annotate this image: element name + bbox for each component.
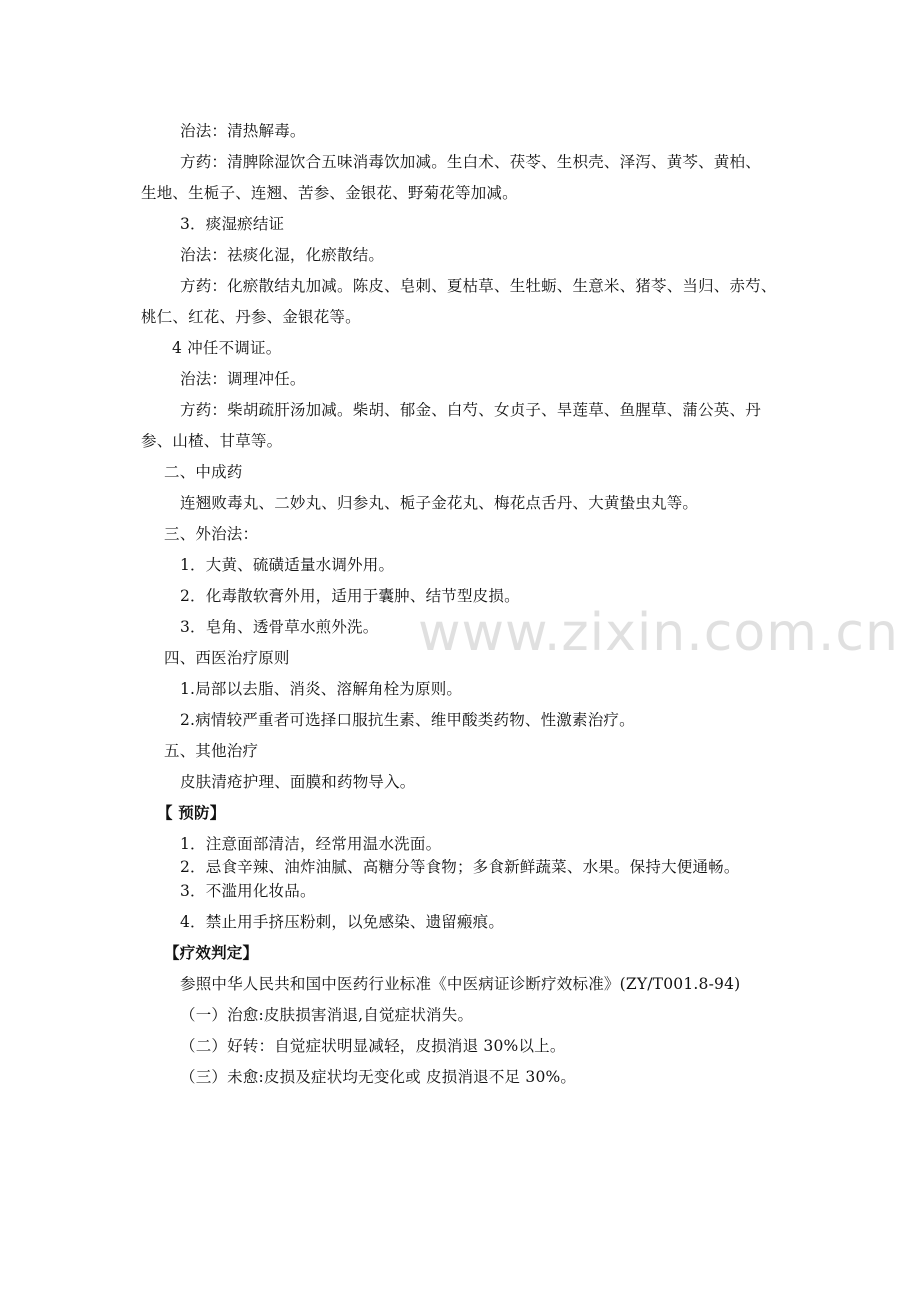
section-heading: 五、其他治疗: [164, 742, 259, 760]
paragraph-line: 连翘败毒丸、二妙丸、归参丸、栀子金花丸、梅花点舌丹、大黄蛰虫丸等。: [180, 494, 699, 512]
prescription-continuation: 参、山楂、甘草等。: [141, 432, 283, 450]
list-item: 1．大黄、硫磺适量水调外用。: [180, 556, 395, 574]
efficacy-heading: 【疗效判定】: [164, 943, 259, 962]
criteria-item: （二）好转：自觉症状明显减轻，皮损消退 30%以上。: [180, 1037, 566, 1055]
list-item: 3．皂角、透骨草水煎外洗。: [180, 618, 379, 636]
list-item: 2．忌食辛辣、油炸油腻、高糖分等食物；多食新鲜蔬菜、水果。保持大便通畅。: [180, 858, 740, 876]
prescription-continuation: 桃仁、红花、丹参、金银花等。: [141, 308, 361, 326]
list-item: 2．化毒散软膏外用，适用于囊肿、结节型皮损。: [180, 587, 520, 605]
treatment-line: 治法：祛痰化湿，化瘀散结。: [180, 246, 385, 264]
syndrome-heading: 3．痰湿瘀结证: [180, 215, 285, 233]
treatment-line: 治法：调理冲任。: [180, 370, 306, 388]
prescription-line: 方药：柴胡疏肝汤加减。柴胡、郁金、白芍、女贞子、旱莲草、鱼腥草、蒲公英、丹: [180, 401, 761, 419]
list-item: 4．禁止用手挤压粉刺，以免感染、遗留瘢痕。: [180, 913, 505, 931]
treatment-line: 治法：清热解毒。: [180, 122, 306, 140]
section-heading: 四、西医治疗原则: [164, 649, 290, 667]
list-item: 1．注意面部清洁，经常用温水洗面。: [180, 835, 442, 853]
list-item: 1.局部以去脂、消炎、溶解角栓为原则。: [180, 680, 463, 698]
prescription-continuation: 生地、生栀子、连翘、苦参、金银花、野菊花等加减。: [141, 184, 518, 202]
criteria-item: （三）未愈:皮损及症状均无变化或 皮损消退不足 30%。: [180, 1068, 577, 1086]
section-heading: 三、外治法：: [164, 525, 259, 543]
paragraph-line: 皮肤清疮护理、面膜和药物导入。: [180, 773, 416, 791]
watermark: www.zixin.com.cn: [418, 603, 899, 663]
prevention-heading: 【 预防】: [157, 803, 226, 822]
list-item: 2.病情较严重者可选择口服抗生素、维甲酸类药物、性激素治疗。: [180, 711, 635, 729]
syndrome-heading: 4 冲任不调证。: [172, 339, 282, 357]
list-item: 3．不滥用化妆品。: [180, 882, 316, 900]
criteria-item: （一）治愈:皮肤损害消退,自觉症状消失。: [180, 1006, 474, 1024]
prescription-line: 方药：清脾除湿饮合五味消毒饮加减。生白术、茯苓、生枳壳、泽泻、黄芩、黄柏、: [180, 153, 761, 171]
paragraph-line: 参照中华人民共和国中医药行业标准《中医病证诊断疗效标准》(ZY/T001.8-94): [180, 975, 741, 993]
prescription-line: 方药：化瘀散结丸加减。陈皮、皂刺、夏枯草、生牡蛎、生意米、猪苓、当归、赤芍、: [180, 277, 777, 295]
section-heading: 二、中成药: [164, 463, 243, 481]
